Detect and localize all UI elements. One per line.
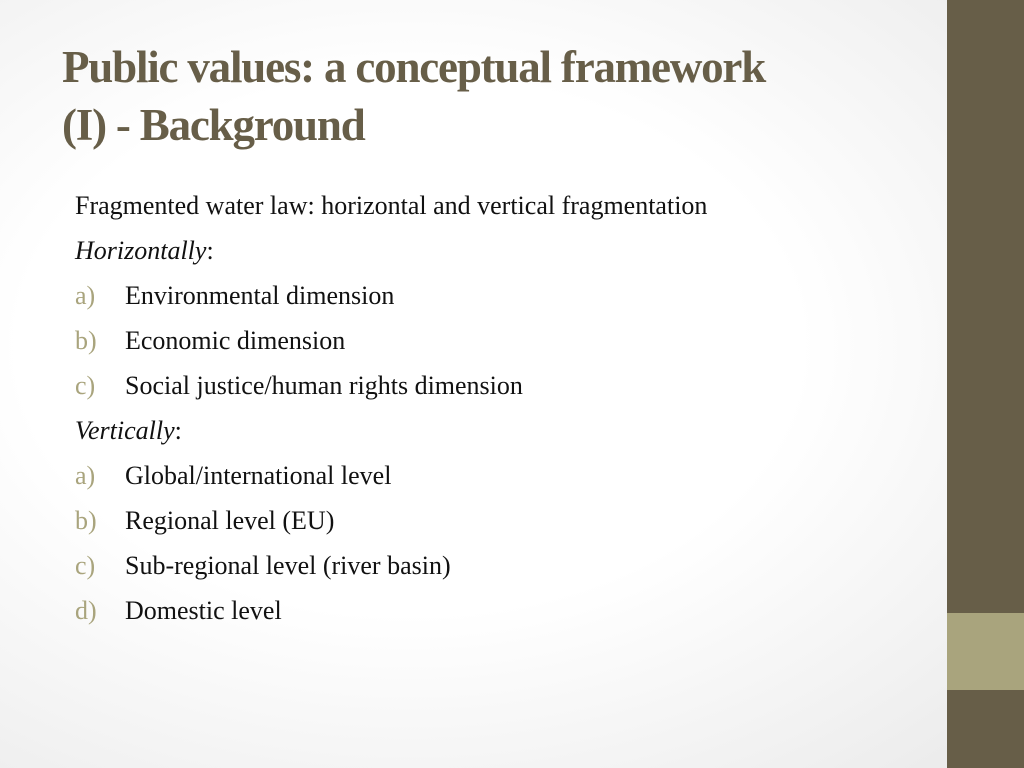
list-item [75, 543, 935, 588]
list-marker: a) [75, 461, 96, 490]
list-marker: a) [75, 281, 96, 310]
vertical-heading [75, 408, 935, 453]
list-item [75, 273, 935, 318]
sidebar-accent-block [947, 613, 1024, 690]
slide-title-line-2: (I) - Background [62, 100, 365, 150]
intro-text: Fragmented water law: horizontal and vertical fragmentation [75, 191, 708, 220]
list-item-text: Sub-regional level (river basin) [125, 551, 451, 580]
list-marker: b) [75, 506, 97, 535]
vertical-heading-colon: : [174, 416, 182, 445]
slide-body [75, 183, 935, 633]
horizontal-heading-colon: : [206, 236, 214, 265]
list-item-text: Global/international level [125, 461, 392, 490]
list-item-text: Economic dimension [125, 326, 346, 355]
list-marker: c) [75, 551, 96, 580]
list-item [75, 318, 935, 363]
slide-title-line-1: Public values: a conceptual framework [62, 42, 766, 92]
slide-title [62, 38, 922, 154]
list-item [75, 363, 935, 408]
list-marker: c) [75, 371, 96, 400]
list-item-text: Domestic level [125, 596, 282, 625]
list-marker: d) [75, 596, 97, 625]
list-item [75, 453, 935, 498]
list-item-text: Regional level (EU) [125, 506, 335, 535]
list-item-text: Social justice/human rights dimension [125, 371, 523, 400]
horizontal-heading [75, 228, 935, 273]
list-item [75, 588, 935, 633]
sidebar-bar [947, 0, 1024, 768]
list-item [75, 498, 935, 543]
horizontal-heading-label: Horizontally [75, 236, 207, 265]
list-marker: b) [75, 326, 97, 355]
vertical-heading-label: Vertically [75, 416, 175, 445]
list-item-text: Environmental dimension [125, 281, 395, 310]
